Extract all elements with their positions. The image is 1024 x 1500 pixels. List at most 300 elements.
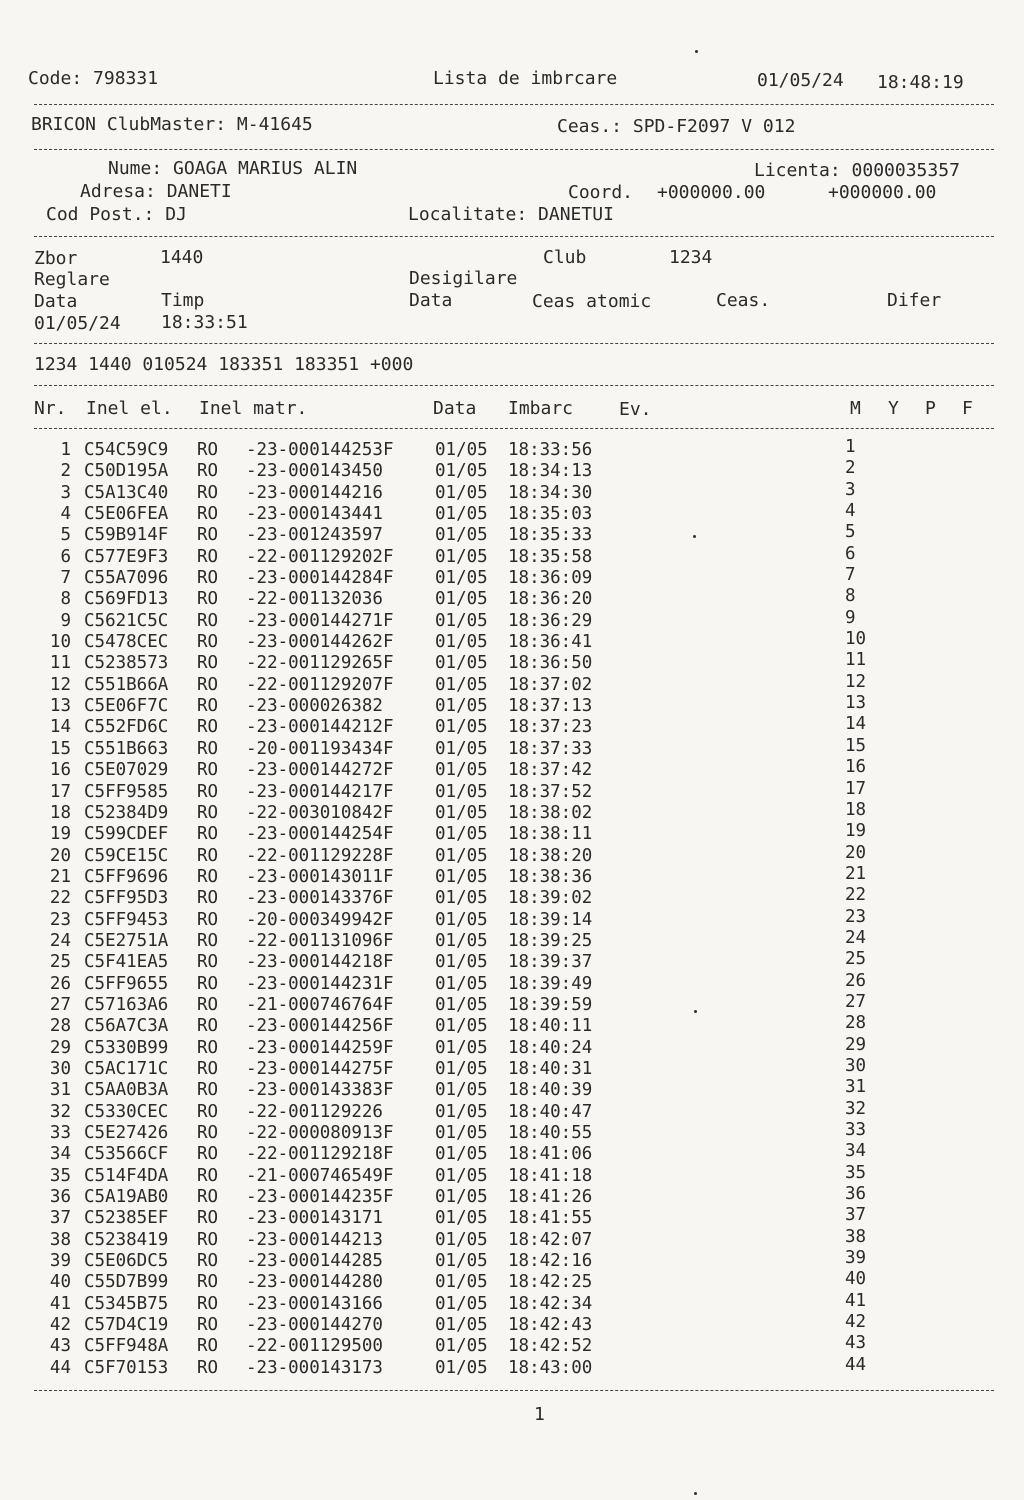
row-m: 38 xyxy=(845,1226,867,1247)
row-number: 14 xyxy=(49,717,71,738)
ring-registration: -21-000746764F xyxy=(246,994,394,1015)
ring-registration: -20-001193434F xyxy=(246,738,394,759)
table-row xyxy=(0,735,1024,760)
row-time: 18:38:02 xyxy=(508,802,593,823)
ring-electronic: C577E9F3 xyxy=(84,546,169,567)
ring-electronic: C57D4C19 xyxy=(84,1315,169,1336)
col-imbarc: Imbarc xyxy=(508,398,574,419)
atomic-clock-label: Ceas atomic xyxy=(532,291,652,312)
table-row xyxy=(0,565,1024,589)
row-date: 01/05 xyxy=(435,909,488,930)
header-date: 01/05/24 xyxy=(757,70,844,91)
row-time: 18:43:00 xyxy=(508,1357,593,1378)
row-date: 01/05 xyxy=(435,568,488,589)
row-time: 18:39:14 xyxy=(508,909,593,930)
row-number: 29 xyxy=(49,1037,71,1058)
row-m: 34 xyxy=(845,1141,867,1162)
row-date: 01/05 xyxy=(435,674,488,695)
ring-registration: -23-000144284F xyxy=(246,568,394,589)
row-m: 2 xyxy=(845,458,856,479)
row-time: 18:38:36 xyxy=(508,866,593,887)
row-number: 37 xyxy=(49,1208,71,1229)
ring-country: RO xyxy=(197,482,219,503)
ring-electronic: C5238419 xyxy=(84,1229,169,1250)
col-data: Data xyxy=(433,398,477,419)
row-number: 3 xyxy=(60,482,71,503)
owner-license: Licenta: 0000035357 xyxy=(754,160,960,181)
table-row xyxy=(0,970,1024,995)
row-number: 13 xyxy=(49,696,71,717)
row-m: 33 xyxy=(845,1120,867,1140)
row-m: 35 xyxy=(845,1162,867,1183)
ring-country: RO xyxy=(197,525,219,546)
row-time: 18:34:30 xyxy=(508,482,593,503)
ring-registration: -23-000144280 xyxy=(246,1272,383,1293)
postal-code: Cod Post.: DJ xyxy=(46,204,187,225)
row-m: 17 xyxy=(845,778,867,799)
ring-country: RO xyxy=(197,610,219,631)
row-time: 18:35:03 xyxy=(508,504,593,525)
ring-country: RO xyxy=(197,1336,219,1357)
row-number: 7 xyxy=(60,568,71,589)
row-time: 18:36:41 xyxy=(508,632,593,653)
ring-country: RO xyxy=(197,440,219,460)
ring-country: RO xyxy=(197,802,219,823)
table-row xyxy=(0,629,1024,653)
row-time: 18:40:24 xyxy=(508,1037,593,1058)
flight-label: Zbor xyxy=(34,248,78,269)
table-row xyxy=(0,1312,1024,1336)
ring-electronic: C5621C5C xyxy=(84,610,169,631)
ring-country: RO xyxy=(197,909,219,930)
ring-electronic: C5E07029 xyxy=(84,760,169,781)
row-number: 12 xyxy=(49,674,71,695)
row-number: 32 xyxy=(49,1101,71,1122)
boarding-table xyxy=(0,437,1024,1379)
col-m: M xyxy=(850,398,861,419)
ring-registration: -23-000143383F xyxy=(246,1080,394,1101)
row-number: 2 xyxy=(60,461,71,482)
ring-country: RO xyxy=(197,568,219,589)
row-number: 21 xyxy=(49,866,71,887)
row-number: 31 xyxy=(49,1080,71,1101)
ring-registration: -23-000144254F xyxy=(246,824,394,845)
ring-electronic: C5E06FEA xyxy=(84,504,169,525)
row-date: 01/05 xyxy=(435,888,488,909)
setting-label: Reglare xyxy=(34,269,110,290)
ring-country: RO xyxy=(197,866,219,887)
ring-registration: -23-000144253F xyxy=(246,440,394,460)
row-time: 18:37:02 xyxy=(508,674,593,695)
scan-speck xyxy=(695,50,698,53)
divider xyxy=(34,104,994,105)
ring-registration: -22-001132036 xyxy=(246,589,383,610)
ring-electronic: C551B663 xyxy=(84,738,169,759)
ring-registration: -23-000144256F xyxy=(246,1016,394,1037)
row-date: 01/05 xyxy=(435,1165,488,1186)
table-row xyxy=(0,778,1024,803)
row-m: 6 xyxy=(845,543,856,564)
row-m: 8 xyxy=(845,586,856,607)
ring-registration: -22-001129226 xyxy=(246,1101,383,1122)
row-date: 01/05 xyxy=(435,1357,488,1378)
clock-column-label: Ceas. xyxy=(716,290,771,311)
row-date: 01/05 xyxy=(435,546,488,567)
row-time: 18:37:13 xyxy=(508,696,593,717)
ring-registration: -23-000144262F xyxy=(246,632,394,653)
row-date: 01/05 xyxy=(435,952,488,973)
col-ev: Ev. xyxy=(619,399,652,420)
ring-electronic: C569FD13 xyxy=(84,589,169,610)
ring-electronic: C54C59C9 xyxy=(84,440,169,460)
row-date: 01/05 xyxy=(435,1187,488,1208)
row-m: 26 xyxy=(845,970,867,991)
row-date: 01/05 xyxy=(435,482,488,503)
row-m: 23 xyxy=(845,906,867,927)
ring-registration: -23-000144217F xyxy=(246,781,394,802)
divider xyxy=(34,343,994,344)
divider xyxy=(34,385,994,386)
row-date: 01/05 xyxy=(435,1037,488,1058)
divider xyxy=(34,428,994,429)
ring-country: RO xyxy=(197,1037,219,1058)
ring-country: RO xyxy=(197,952,219,973)
ring-electronic: C5A13C40 xyxy=(84,482,169,503)
row-number: 30 xyxy=(49,1058,71,1079)
ring-electronic: C5FF9655 xyxy=(84,973,169,994)
row-m: 27 xyxy=(845,991,867,1012)
row-m: 7 xyxy=(845,565,856,586)
table-row xyxy=(0,543,1024,568)
club-value: 1234 xyxy=(669,247,713,268)
table-row xyxy=(0,479,1024,504)
ring-registration: -23-000144216 xyxy=(246,482,383,503)
col-p: P xyxy=(925,398,936,419)
row-m: 40 xyxy=(845,1269,867,1290)
col-f: F xyxy=(962,398,973,419)
divider xyxy=(34,149,994,150)
row-number: 16 xyxy=(49,760,71,781)
table-row xyxy=(0,501,1024,525)
table-row xyxy=(0,885,1024,909)
row-number: 11 xyxy=(49,653,71,674)
row-m: 31 xyxy=(845,1077,867,1098)
row-number: 36 xyxy=(49,1187,71,1208)
table-row xyxy=(0,650,1024,674)
ring-registration: -23-000144235F xyxy=(246,1187,394,1208)
row-m: 21 xyxy=(845,863,867,884)
ring-registration: -23-000143376F xyxy=(246,888,394,909)
ring-electronic: C5330B99 xyxy=(84,1037,169,1058)
row-time: 18:40:39 xyxy=(508,1080,593,1101)
row-date: 01/05 xyxy=(435,738,488,759)
ring-country: RO xyxy=(197,1144,219,1165)
ring-country: RO xyxy=(197,1293,219,1314)
table-row xyxy=(0,1290,1024,1315)
setting-date-label: Data xyxy=(34,291,78,312)
ring-country: RO xyxy=(197,546,219,567)
row-time: 18:42:52 xyxy=(508,1336,593,1357)
ring-electronic: C55A7096 xyxy=(84,568,169,589)
ring-country: RO xyxy=(197,760,219,781)
row-date: 01/05 xyxy=(435,1208,488,1229)
ring-registration: -23-000144275F xyxy=(246,1058,394,1079)
row-time: 18:40:55 xyxy=(508,1123,593,1143)
difference-label: Difer xyxy=(887,290,942,311)
row-number: 33 xyxy=(49,1123,71,1143)
row-m: 1 xyxy=(845,437,856,457)
row-number: 34 xyxy=(49,1144,71,1165)
ring-registration: -23-000144272F xyxy=(246,760,394,781)
row-time: 18:41:06 xyxy=(508,1144,593,1165)
row-number: 8 xyxy=(60,589,71,610)
row-date: 01/05 xyxy=(435,1315,488,1336)
ring-electronic: C59CE15C xyxy=(84,845,169,866)
row-time: 18:38:20 xyxy=(508,845,593,866)
row-number: 23 xyxy=(49,909,71,930)
row-time: 18:36:20 xyxy=(508,589,593,610)
row-date: 01/05 xyxy=(435,696,488,717)
row-date: 01/05 xyxy=(435,1123,488,1143)
row-date: 01/05 xyxy=(435,760,488,781)
ring-electronic: C5FF95D3 xyxy=(84,888,169,909)
row-time: 18:41:26 xyxy=(508,1187,593,1208)
table-row xyxy=(0,1034,1024,1059)
owner-address: Adresa: DANETI xyxy=(80,181,232,202)
row-time: 18:40:47 xyxy=(508,1101,593,1122)
ring-country: RO xyxy=(197,1165,219,1186)
row-m: 20 xyxy=(845,842,867,863)
ring-electronic: C5A19AB0 xyxy=(84,1187,169,1208)
row-date: 01/05 xyxy=(435,1336,488,1357)
row-date: 01/05 xyxy=(435,653,488,674)
row-m: 39 xyxy=(845,1248,867,1269)
row-number: 4 xyxy=(60,504,71,525)
table-row xyxy=(0,1098,1024,1123)
row-m: 44 xyxy=(845,1354,867,1375)
table-row xyxy=(0,1141,1024,1165)
row-time: 18:39:49 xyxy=(508,973,593,994)
row-number: 19 xyxy=(49,824,71,845)
clubmaster-label: BRICON ClubMaster: M-41645 xyxy=(31,114,313,135)
row-time: 18:35:58 xyxy=(508,546,593,567)
ring-country: RO xyxy=(197,738,219,759)
table-row xyxy=(0,1162,1024,1187)
ring-country: RO xyxy=(197,589,219,610)
row-date: 01/05 xyxy=(435,1144,488,1165)
row-time: 18:41:55 xyxy=(508,1208,593,1229)
row-time: 18:36:29 xyxy=(508,610,593,631)
ring-registration: -23-000144271F xyxy=(246,610,394,631)
row-number: 15 xyxy=(49,738,71,759)
ring-electronic: C5E06DC5 xyxy=(84,1251,169,1272)
ring-registration: -23-000143166 xyxy=(246,1293,383,1314)
ring-electronic: C53566CF xyxy=(84,1144,169,1165)
ring-electronic: C5AC171C xyxy=(84,1058,169,1079)
row-time: 18:39:59 xyxy=(508,994,593,1015)
ring-registration: -23-000143171 xyxy=(246,1208,383,1229)
row-m: 5 xyxy=(845,522,856,543)
ring-registration: -22-001129228F xyxy=(246,845,394,866)
row-date: 01/05 xyxy=(435,824,488,845)
ring-electronic: C5330CEC xyxy=(84,1101,169,1122)
row-date: 01/05 xyxy=(435,1293,488,1314)
row-time: 18:37:42 xyxy=(508,760,593,781)
ring-country: RO xyxy=(197,973,219,994)
table-row xyxy=(0,1055,1024,1080)
ring-country: RO xyxy=(197,504,219,525)
ring-electronic: C5FF9696 xyxy=(84,866,169,887)
table-row xyxy=(0,1205,1024,1229)
ring-country: RO xyxy=(197,1101,219,1122)
ring-registration: -23-000144218F xyxy=(246,952,394,973)
ring-country: RO xyxy=(197,1123,219,1143)
ring-electronic: C514F4DA xyxy=(84,1165,169,1186)
ring-registration: -23-001243597 xyxy=(246,525,383,546)
row-m: 13 xyxy=(845,693,867,714)
row-number: 17 xyxy=(49,781,71,802)
divider xyxy=(34,236,994,237)
code-label: Code: 798331 xyxy=(28,68,159,89)
ring-registration: -20-000349942F xyxy=(246,909,394,930)
row-m: 28 xyxy=(845,1013,867,1034)
table-row xyxy=(0,458,1024,482)
row-number: 41 xyxy=(49,1293,71,1314)
ring-electronic: C5345B75 xyxy=(84,1293,169,1314)
table-row xyxy=(0,799,1024,824)
setting-date-value: 01/05/24 xyxy=(34,313,121,334)
row-number: 26 xyxy=(49,973,71,994)
row-m: 29 xyxy=(845,1034,867,1055)
row-m: 19 xyxy=(845,821,867,842)
coord-y: +000000.00 xyxy=(828,182,937,203)
row-time: 18:36:09 xyxy=(508,568,593,589)
ring-electronic: C50D195A xyxy=(84,461,169,482)
ring-country: RO xyxy=(197,674,219,695)
scan-speck xyxy=(693,535,696,538)
ring-registration: -22-001129500 xyxy=(246,1336,383,1357)
row-date: 01/05 xyxy=(435,1080,488,1101)
ring-registration: -22-001129265F xyxy=(246,653,394,674)
ring-registration: -23-000143441 xyxy=(246,504,383,525)
table-row xyxy=(0,927,1024,952)
ring-registration: -23-000143173 xyxy=(246,1357,383,1378)
table-row xyxy=(0,842,1024,867)
col-nr: Nr. xyxy=(34,398,67,419)
clock-label: Ceas.: SPD-F2097 V 012 xyxy=(557,116,796,137)
locality: Localitate: DANETUI xyxy=(408,204,614,225)
ring-electronic: C56A7C3A xyxy=(84,1016,169,1037)
row-time: 18:37:23 xyxy=(508,717,593,738)
row-m: 14 xyxy=(845,714,867,735)
ring-registration: -22-001129207F xyxy=(246,674,394,695)
table-row xyxy=(0,671,1024,696)
table-row xyxy=(0,522,1024,546)
ring-country: RO xyxy=(197,696,219,717)
coord-x: +000000.00 xyxy=(657,182,766,203)
row-date: 01/05 xyxy=(435,589,488,610)
row-time: 18:34:13 xyxy=(508,461,593,482)
ring-country: RO xyxy=(197,1357,219,1378)
row-time: 18:40:11 xyxy=(508,1016,593,1037)
row-m: 37 xyxy=(845,1205,867,1226)
row-number: 24 xyxy=(49,930,71,951)
ring-registration: -21-000746549F xyxy=(246,1165,394,1186)
row-date: 01/05 xyxy=(435,1016,488,1037)
ring-country: RO xyxy=(197,717,219,738)
row-m: 16 xyxy=(845,757,867,778)
row-number: 10 xyxy=(49,632,71,653)
ring-registration: -23-000144270 xyxy=(246,1315,383,1336)
ring-registration: -23-000144213 xyxy=(246,1229,383,1250)
row-number: 39 xyxy=(49,1251,71,1272)
table-row xyxy=(0,906,1024,931)
row-date: 01/05 xyxy=(435,461,488,482)
row-number: 5 xyxy=(60,525,71,546)
table-row xyxy=(0,1226,1024,1251)
row-number: 9 xyxy=(60,610,71,631)
row-date: 01/05 xyxy=(435,1058,488,1079)
row-number: 44 xyxy=(49,1357,71,1378)
row-date: 01/05 xyxy=(435,440,488,460)
ring-country: RO xyxy=(197,781,219,802)
row-time: 18:42:07 xyxy=(508,1229,593,1250)
row-number: 42 xyxy=(49,1315,71,1336)
row-time: 18:41:18 xyxy=(508,1165,593,1186)
row-time: 18:39:37 xyxy=(508,952,593,973)
row-m: 11 xyxy=(845,650,867,671)
ring-electronic: C55D7B99 xyxy=(84,1272,169,1293)
page-number: 1 xyxy=(534,1404,545,1425)
row-date: 01/05 xyxy=(435,973,488,994)
table-row xyxy=(0,1354,1024,1379)
table-row xyxy=(0,714,1024,738)
row-time: 18:42:16 xyxy=(508,1251,593,1272)
setting-time-label: Timp xyxy=(161,290,205,311)
row-date: 01/05 xyxy=(435,930,488,951)
row-number: 18 xyxy=(49,802,71,823)
row-number: 20 xyxy=(49,845,71,866)
unsealing-date-label: Data xyxy=(409,290,453,311)
row-date: 01/05 xyxy=(435,802,488,823)
row-m: 4 xyxy=(845,501,856,522)
ring-registration: -23-000143450 xyxy=(246,461,383,482)
ring-country: RO xyxy=(197,1016,219,1037)
row-date: 01/05 xyxy=(435,632,488,653)
table-row xyxy=(0,1333,1024,1357)
table-row xyxy=(0,1248,1024,1272)
divider xyxy=(34,1390,994,1391)
row-time: 18:39:02 xyxy=(508,888,593,909)
ring-country: RO xyxy=(197,1187,219,1208)
row-m: 9 xyxy=(845,607,856,628)
ring-country: RO xyxy=(197,632,219,653)
row-time: 18:33:56 xyxy=(508,440,593,460)
table-row xyxy=(0,863,1024,888)
ring-electronic: C5AA0B3A xyxy=(84,1080,169,1101)
row-time: 18:42:43 xyxy=(508,1315,593,1336)
document-title: Lista de imbrcare xyxy=(433,68,618,89)
table-row xyxy=(0,1013,1024,1037)
ring-electronic: C5478CEC xyxy=(84,632,169,653)
summary-line: 1234 1440 010524 183351 183351 +000 xyxy=(34,354,414,375)
row-number: 35 xyxy=(49,1165,71,1186)
ring-country: RO xyxy=(197,888,219,909)
unsealing-label: Desigilare xyxy=(409,268,518,289)
ring-country: RO xyxy=(197,1315,219,1336)
table-row xyxy=(0,991,1024,1016)
table-row xyxy=(0,949,1024,973)
